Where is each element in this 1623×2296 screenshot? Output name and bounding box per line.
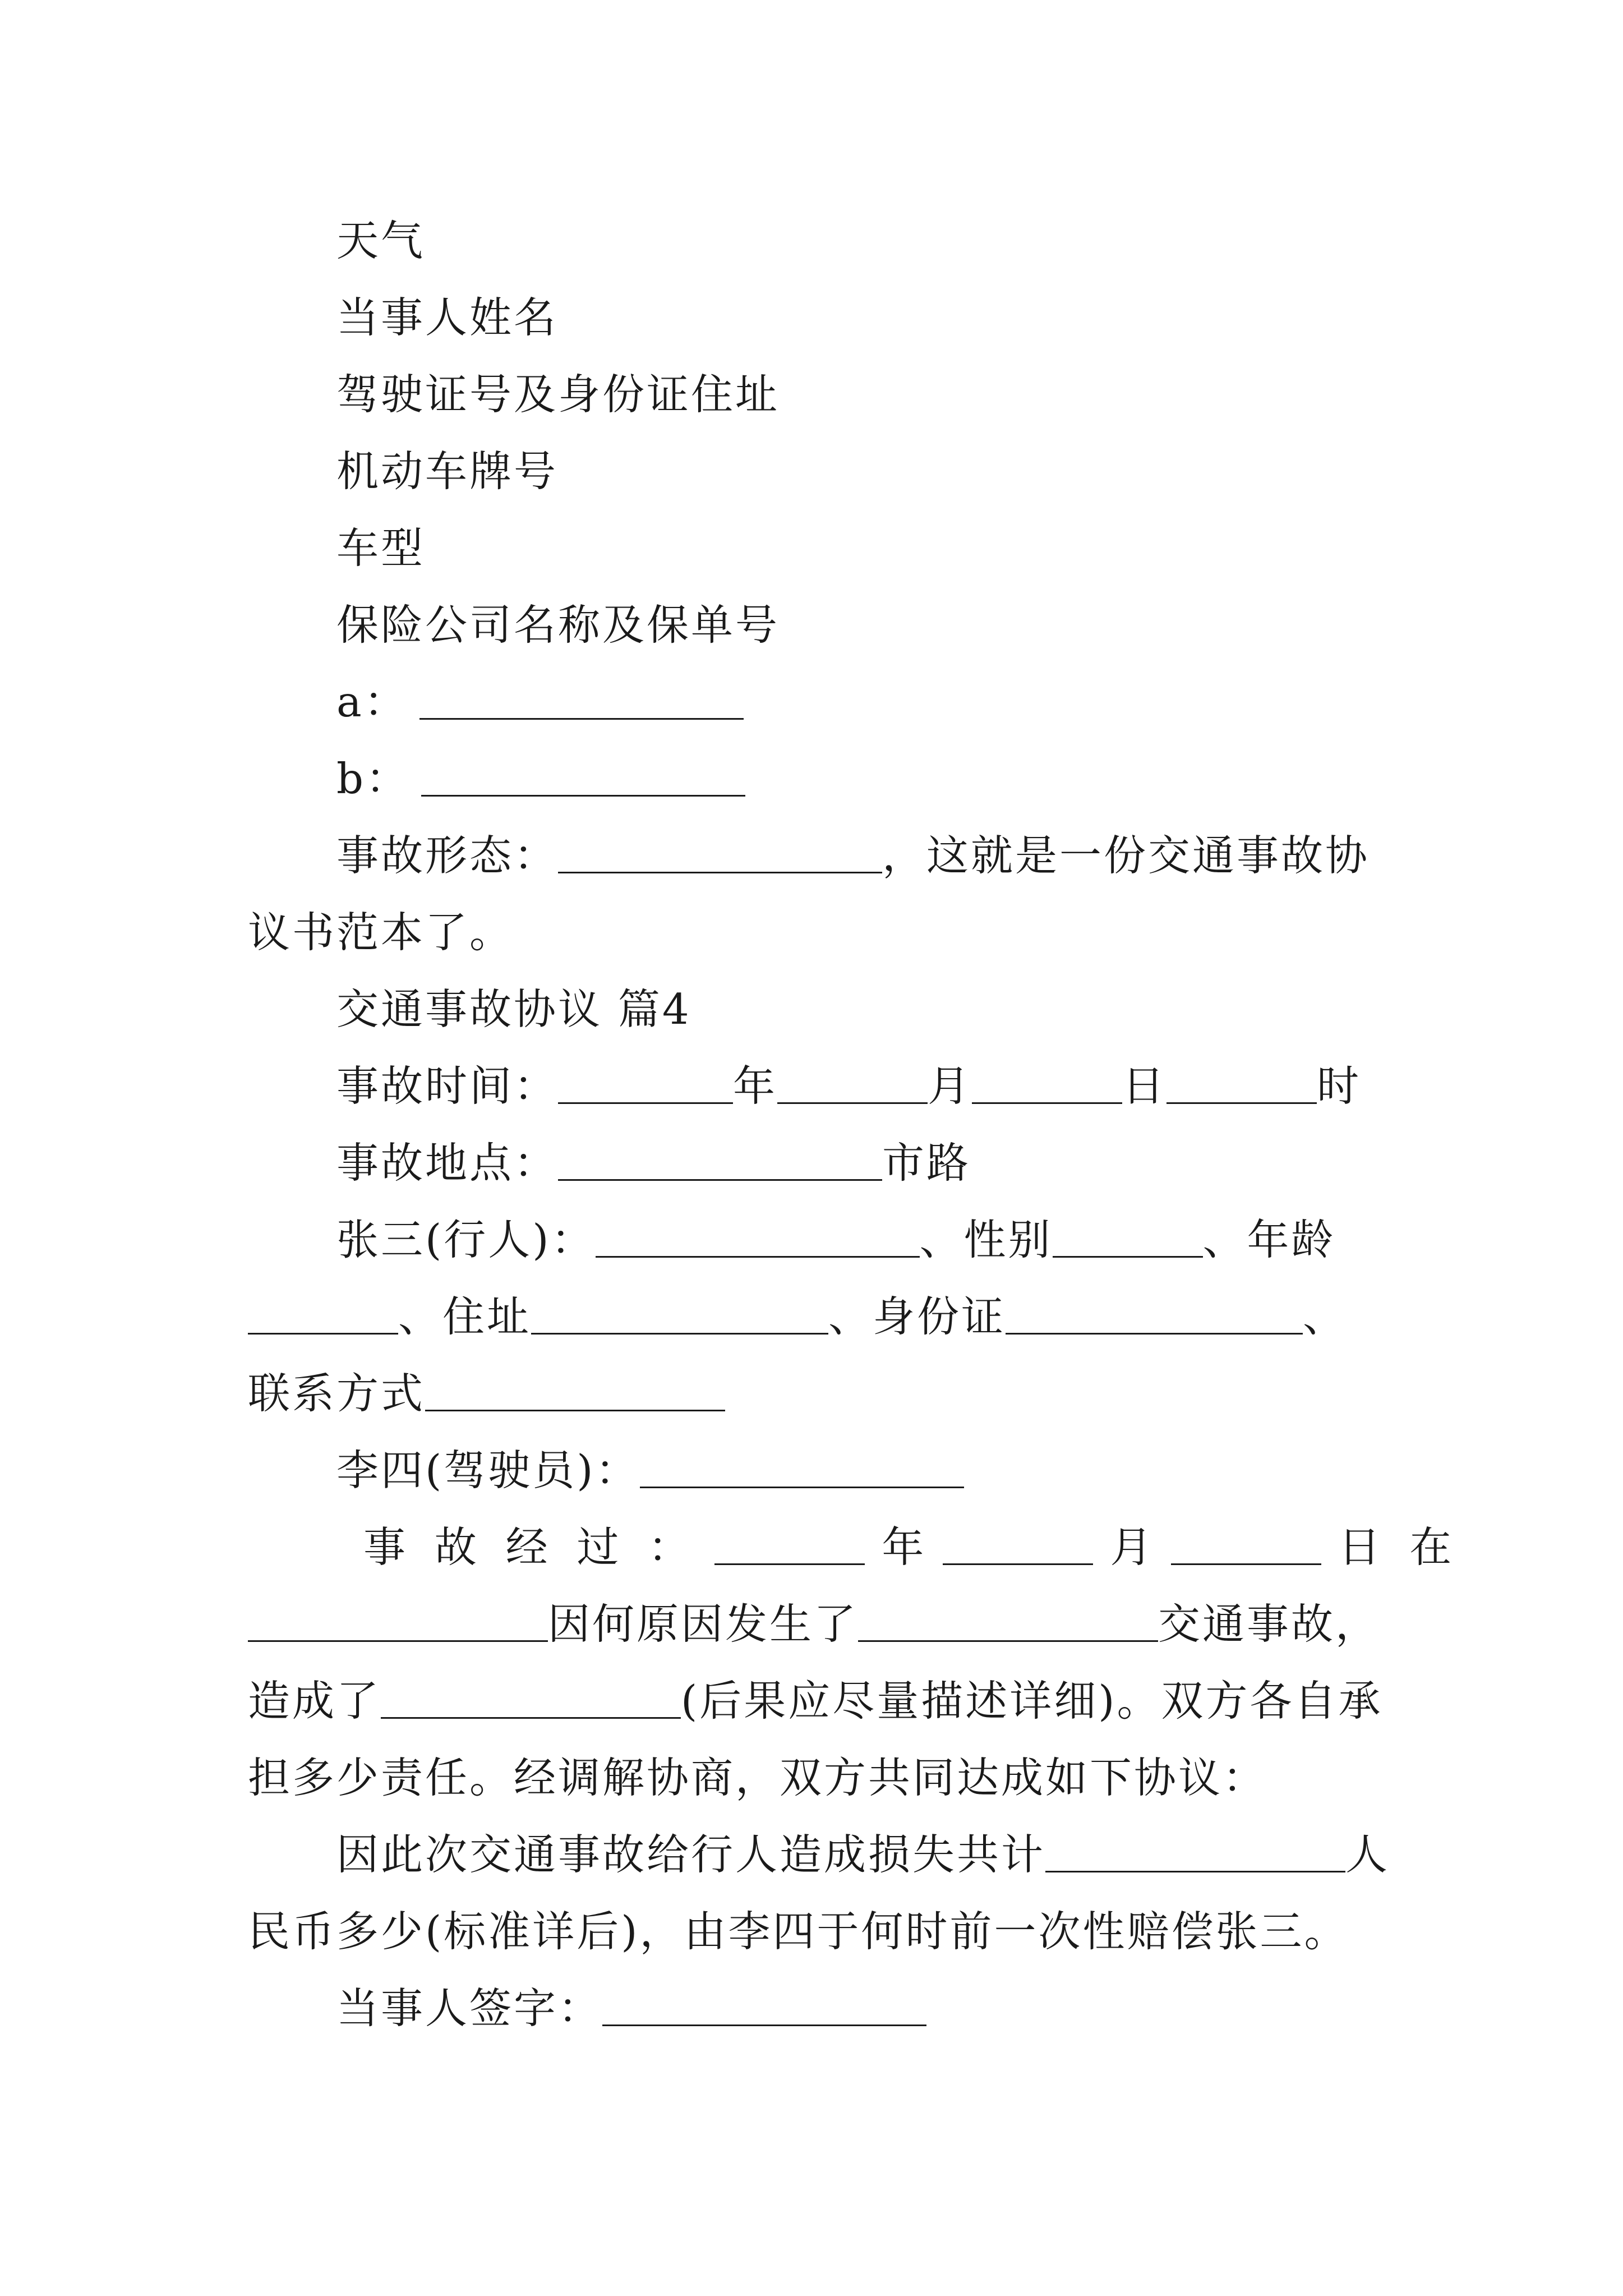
- line-accident-form-cont: 议书范本了。: [248, 908, 514, 957]
- line-weather: 天气: [336, 216, 426, 265]
- line-loss: 因此次交通事故给行人造成损失共计 人: [336, 1830, 1390, 1879]
- line-li-si: 李四(驾驶员)：: [336, 1450, 964, 1492]
- line-zhang-san: 张三(行人)： 、性别 、年龄: [336, 1215, 1336, 1264]
- blank-underline[interactable]: [972, 1101, 1122, 1104]
- line-zhang-san-cont: 、住址 、身份证 、: [248, 1296, 1347, 1338]
- line-accident-form: 事故形态： ，这就是一份交通事故协: [336, 831, 1370, 880]
- blank-underline[interactable]: [1166, 1101, 1317, 1104]
- blank-underline[interactable]: [596, 1255, 920, 1258]
- blank-underline[interactable]: [381, 1716, 681, 1719]
- blank-underline[interactable]: [602, 2023, 926, 2026]
- line-compensation: 民币多少(标准详后)，由李四于何时前一次性赔偿张三。: [248, 1907, 1349, 1956]
- line-accident-place: 事故地点： 市路: [336, 1138, 971, 1188]
- line-caused: 造成了 (后果应尽量描述详细)。双方各自承: [248, 1676, 1383, 1726]
- blank-underline[interactable]: [558, 1178, 882, 1181]
- blank-underline[interactable]: [421, 794, 745, 797]
- blank-underline[interactable]: [558, 1101, 733, 1104]
- line-responsibility: 担多少责任。经调解协商，双方共同达成如下协议：: [248, 1753, 1267, 1802]
- blank-underline[interactable]: [425, 1409, 725, 1411]
- line-signature: 当事人签字：: [336, 1987, 926, 2030]
- line-party-name: 当事人姓名: [336, 293, 559, 342]
- blank-underline[interactable]: [558, 871, 882, 873]
- blank-underline[interactable]: [1171, 1562, 1321, 1565]
- blank-underline[interactable]: [248, 1332, 398, 1335]
- blank-underline[interactable]: [640, 1485, 964, 1488]
- blank-underline[interactable]: [858, 1639, 1158, 1642]
- line-accident-time: 事故时间： 年 月 日 时: [336, 1061, 1362, 1111]
- section-title: 交通事故协议 篇4: [336, 984, 691, 1034]
- blank-underline[interactable]: [777, 1101, 928, 1104]
- blank-underline[interactable]: [248, 1639, 548, 1642]
- blank-underline[interactable]: [419, 717, 744, 720]
- blank-underline[interactable]: [1006, 1332, 1303, 1335]
- blank-underline[interactable]: [1053, 1255, 1203, 1258]
- blank-underline[interactable]: [943, 1562, 1093, 1565]
- line-vehicle-type: 车型: [336, 523, 426, 573]
- line-cause: 因何原因发生了 交通事故，: [248, 1603, 1380, 1645]
- blank-underline[interactable]: [1045, 1870, 1345, 1872]
- line-plate-number: 机动车牌号: [336, 447, 559, 496]
- blank-underline[interactable]: [531, 1332, 828, 1335]
- line-contact: 联系方式: [248, 1373, 725, 1415]
- line-b: b：: [336, 758, 745, 800]
- line-insurance: 保险公司名称及保单号: [336, 600, 780, 650]
- line-accident-process: 事 故 经 过 ： 年 月 日 在: [363, 1522, 1460, 1572]
- blank-underline[interactable]: [714, 1562, 865, 1565]
- line-license-id-address: 驾驶证号及身份证住址: [336, 370, 780, 419]
- line-a: a：: [336, 681, 744, 723]
